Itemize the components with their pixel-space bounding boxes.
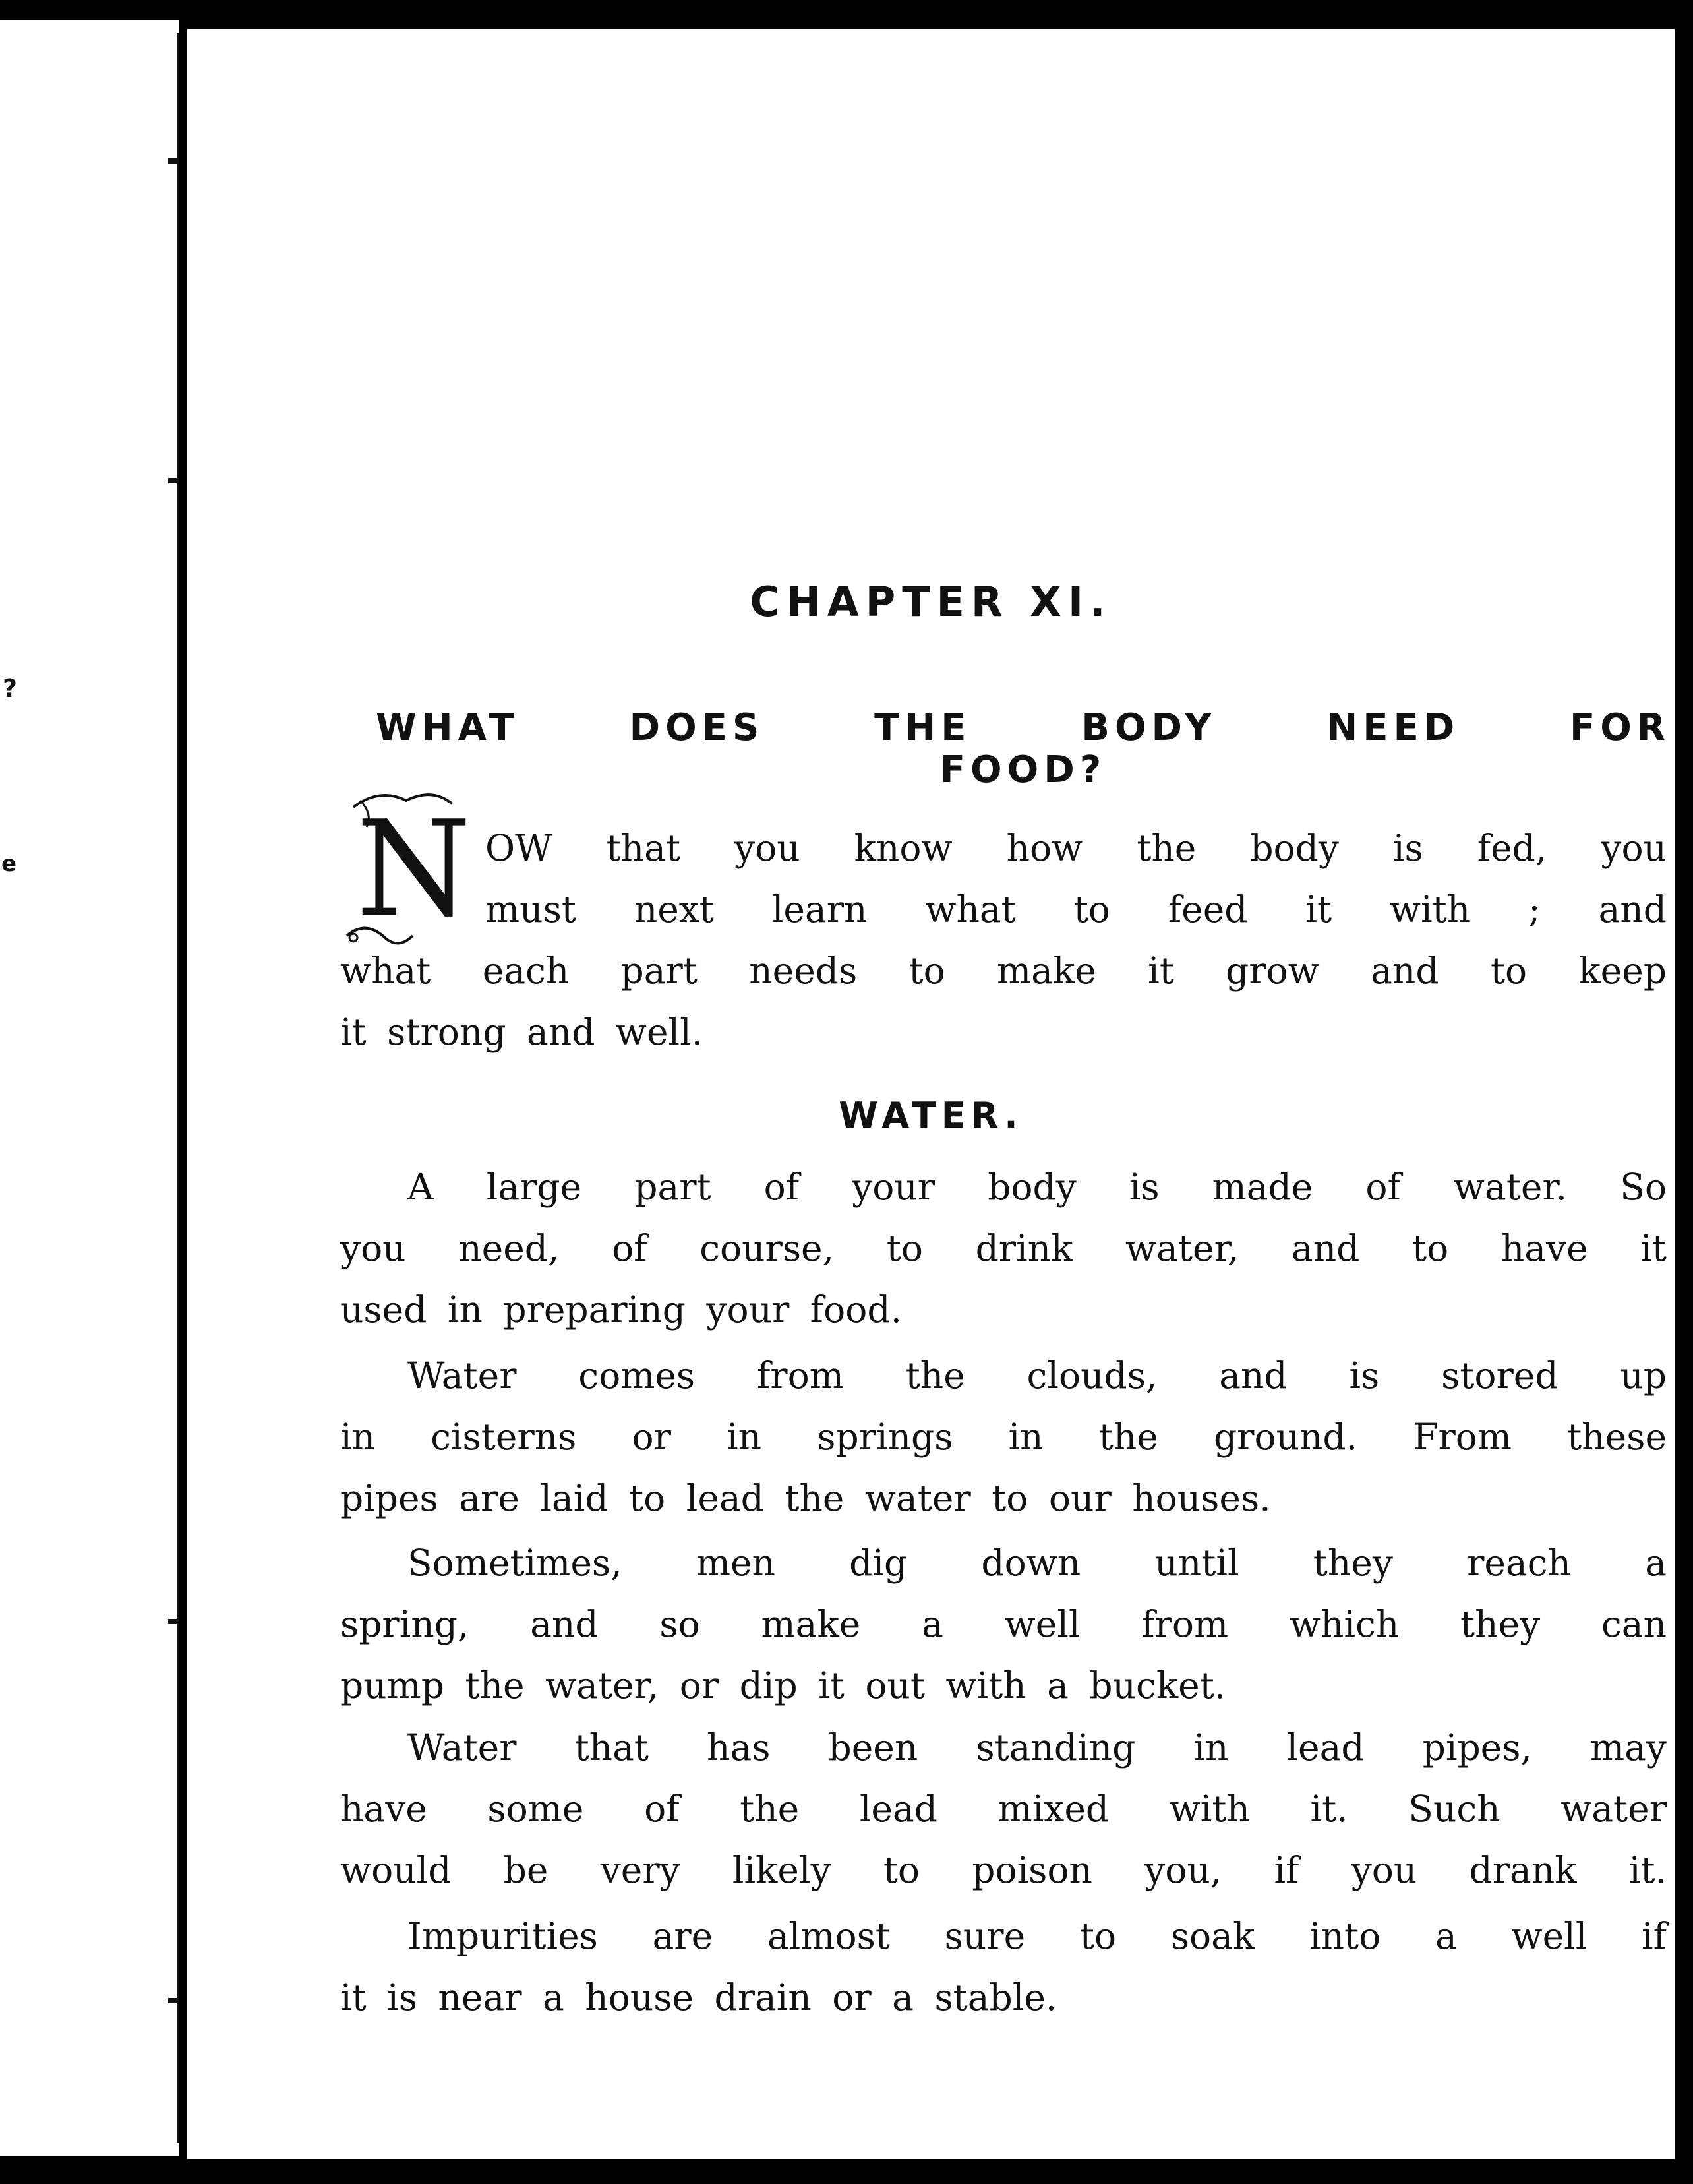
text-line: Sometimes, men dig down until they reach a: [407, 1542, 1667, 1584]
paragraph: [340, 1717, 1667, 1901]
paragraph: [340, 1906, 1667, 2028]
text-line: Water that has been standing in lead pipes, may: [407, 1726, 1667, 1769]
spine-tick: [168, 478, 179, 483]
spine-tick: [168, 1619, 179, 1624]
chapter-title-line: FOOD?: [939, 748, 1107, 791]
chapter-heading: CHAPTER XI.: [750, 578, 1112, 626]
text-line: pipes are laid to lead the water to our houses.: [340, 1477, 1271, 1519]
text-line: spring, and so make a well from which they can: [340, 1603, 1667, 1645]
book-page: [187, 29, 1675, 2159]
text-line: Water comes from the clouds, and is stored up: [407, 1354, 1667, 1397]
text-line: it is near a house drain or a stable.: [340, 1976, 1057, 2018]
text-line: would be very likely to poison you, if you drank it.: [340, 1849, 1667, 1891]
text-line: pump the water, or dip it out with a bucket.: [340, 1664, 1226, 1707]
text-line: you need, of course, to drink water, and to have it: [340, 1227, 1667, 1269]
spine-tick: [168, 158, 179, 164]
chapter-title: [376, 707, 1671, 791]
left-page-fragment: e: [1, 851, 17, 877]
spine-tick: [168, 1998, 179, 2003]
text-line: must next learn what to feed it with ; and: [485, 888, 1667, 930]
text-line: what each part needs to make it grow and to keep: [340, 950, 1667, 992]
text-line: Impurities are almost sure to soak into a well if: [407, 1915, 1667, 1957]
text-line: used in preparing your food.: [340, 1289, 903, 1331]
left-page-fragment: ?: [3, 674, 18, 703]
text-line: A large part of your body is made of water. So: [407, 1166, 1667, 1208]
chapter-title-line: WHAT DOES THE BODY NEED FOR: [376, 706, 1671, 749]
text-line: it strong and well.: [340, 1011, 703, 1053]
left-page-edge: [0, 20, 179, 2156]
text-line: in cisterns or in springs in the ground. From these: [340, 1416, 1667, 1458]
text-line: OW that you know how the body is fed, you: [485, 827, 1667, 869]
paragraph: [340, 1532, 1667, 1716]
paragraph: [340, 1345, 1667, 1529]
section-heading: WATER.: [839, 1095, 1023, 1136]
text-line: have some of the lead mixed with it. Such water: [340, 1788, 1667, 1830]
intro-paragraph: [340, 818, 1667, 1063]
book-spine: [177, 33, 179, 2143]
drop-cap-letter: N: [356, 793, 471, 946]
paragraph: [340, 1157, 1667, 1341]
